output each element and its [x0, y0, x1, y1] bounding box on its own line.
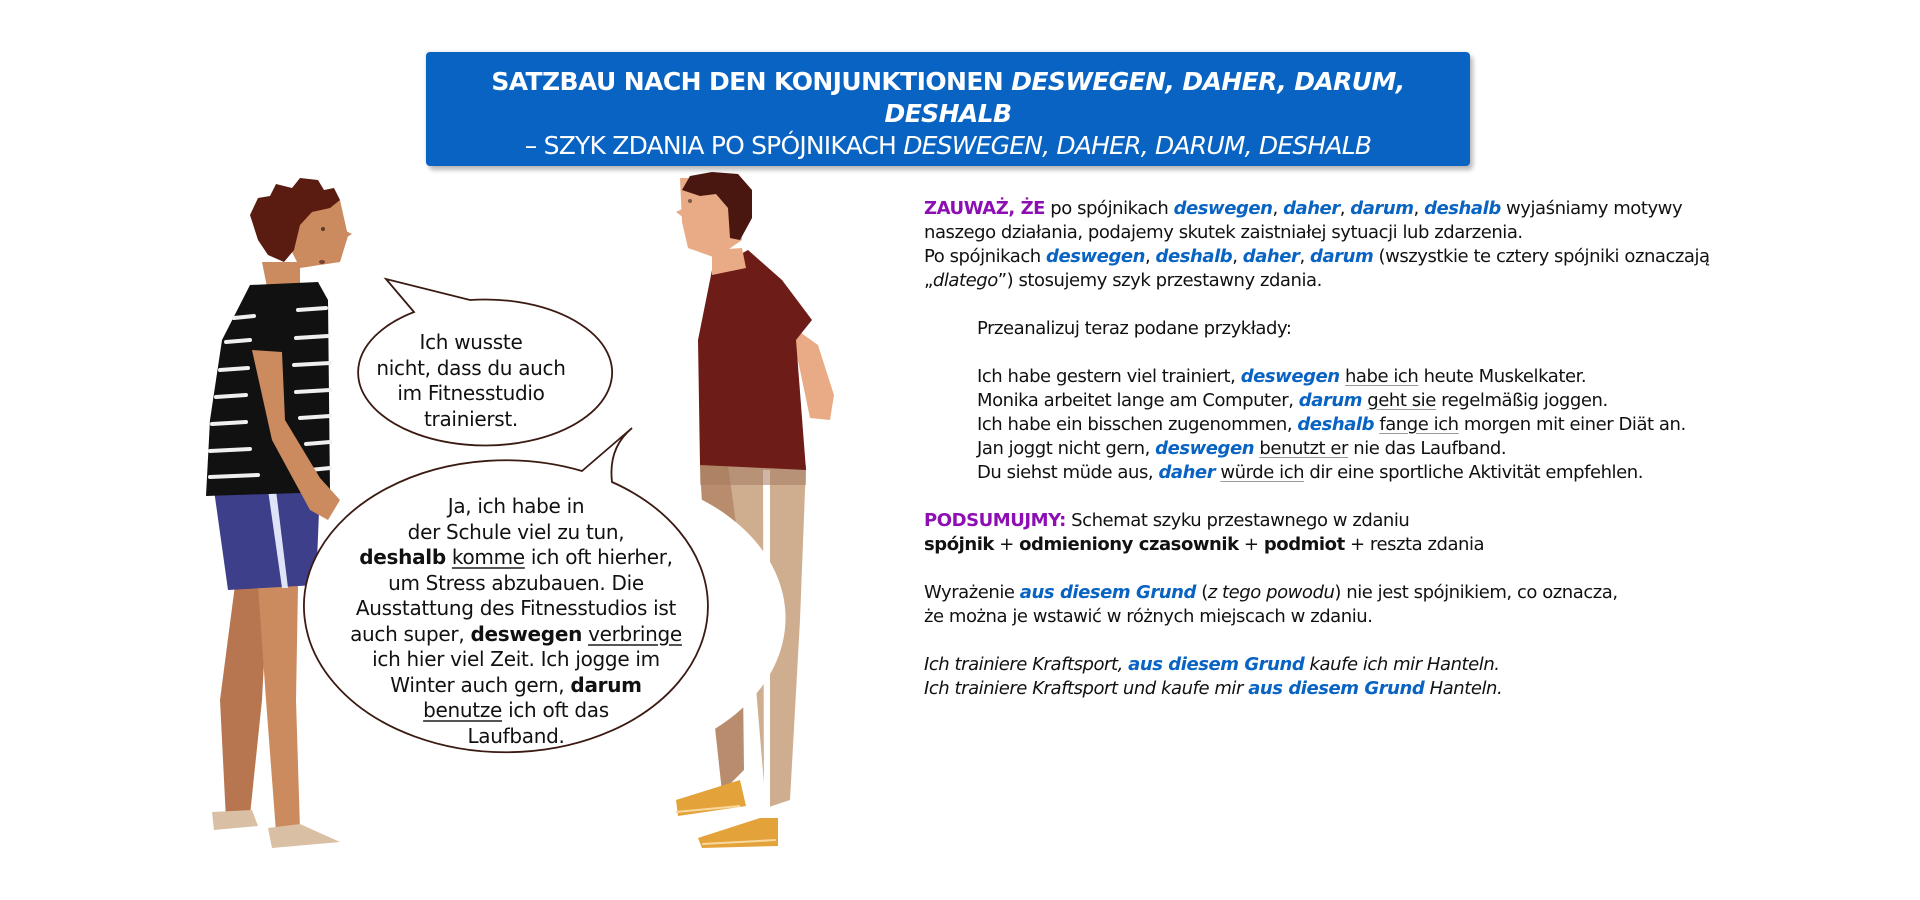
text: morgen mit einer Diät an.: [1458, 414, 1686, 435]
text: Winter auch gern,: [390, 672, 571, 697]
expression-example: [924, 653, 1744, 677]
text: Ich trainiere Kraftsport und kaufe mir: [924, 678, 1249, 699]
keyword: aus diesem Grund: [1248, 678, 1425, 699]
keyword: deshalb: [1155, 246, 1233, 267]
text: dir eine sportliche Aktivität empfehlen.: [1304, 462, 1643, 483]
expression-note: [924, 581, 1744, 605]
note-paragraph-2: [924, 245, 1744, 269]
plus: +: [993, 534, 1020, 555]
bubble-second-line: [318, 545, 714, 571]
sep: ,: [1232, 246, 1243, 267]
bubble-first-text: [345, 330, 597, 432]
bubble-second-line: ich hier viel Zeit. Ich jogge im: [372, 647, 660, 671]
quote: „: [924, 270, 933, 291]
keyword: darum: [1310, 246, 1374, 267]
example-sentence: [924, 389, 1744, 413]
keyword: deswegen: [1046, 246, 1145, 267]
formula-part: podmiot: [1263, 534, 1345, 555]
sep: ,: [1272, 198, 1284, 219]
bubble-first-line: nicht, dass du auch: [376, 355, 566, 380]
text: regelmäßig joggen.: [1435, 390, 1608, 411]
translation: z tego powodu: [1207, 582, 1335, 603]
spacer: [924, 629, 1744, 653]
example-sentence: [924, 413, 1744, 437]
spacer: [924, 293, 1744, 317]
note-paragraph-1-line-2: naszego działania, podajemy skutek zaistniałej sytuacji lub zdarzenia.: [924, 222, 1523, 243]
title-polish: [426, 130, 1470, 162]
text: Schemat szyku przestawnego w zdaniu: [1065, 510, 1410, 531]
sep: ,: [1413, 198, 1425, 219]
keyword: daher: [1242, 246, 1300, 267]
conjunction-deshalb: deshalb: [359, 545, 446, 569]
translation: dlatego: [932, 270, 998, 291]
text: Po spójnikach: [924, 246, 1047, 267]
conjunction-deswegen: deswegen: [470, 621, 583, 646]
text: Ich trainiere Kraftsport,: [924, 654, 1129, 675]
sep: ,: [1145, 246, 1156, 267]
bubble-second-line: [318, 673, 714, 699]
title-polish-conjunctions: DESWEGEN, DAHER, DARUM, DESHALB: [903, 131, 1372, 160]
text: po spójnikach: [1045, 198, 1174, 219]
verb-verbringe: verbringe: [588, 621, 682, 646]
keyword: deswegen: [1173, 198, 1273, 219]
bubble-second-line: Laufband.: [467, 723, 565, 748]
keyword: darum: [1350, 198, 1414, 219]
text: Ich habe ein bisschen zugenommen,: [977, 414, 1298, 435]
bubble-second-line: Ausstattung des Fitnesstudios ist: [355, 596, 677, 620]
verb-subject: geht sie: [1367, 390, 1436, 411]
text: Jan joggt nicht gern,: [977, 438, 1156, 459]
spacer: [924, 341, 1744, 365]
text: ) nie jest spójnikiem, co oznacza,: [1334, 582, 1618, 603]
keyword: daher: [1158, 462, 1216, 483]
text: ich oft das: [502, 698, 609, 722]
title-german: [426, 66, 1470, 130]
keyword: daher: [1283, 198, 1340, 219]
bubble-second-text: [318, 494, 714, 749]
text: nie das Laufband.: [1347, 438, 1507, 459]
text: (wszystkie te cztery spójniki oznaczają: [1373, 246, 1710, 267]
sep: ,: [1299, 246, 1311, 267]
bubble-second-line: der Schule viel zu tun,: [407, 519, 625, 544]
title-german-text: SATZBAU NACH DEN KONJUNKTIONEN: [491, 67, 1012, 96]
label-zauwaz: ZAUWAŻ, ŻE: [924, 198, 1046, 219]
bubble-first-line: im Fitnesstudio: [397, 381, 545, 405]
note-paragraph-2-line-2: [924, 269, 1744, 293]
keyword: deshalb: [1297, 414, 1375, 435]
text: ”) stosujemy szyk przestawny zdania.: [997, 270, 1322, 291]
example-sentence: [924, 437, 1744, 461]
expression-note-line-2: że można je wstawić w różnych miejscach w zdaniu.: [924, 606, 1373, 627]
text: Wyrażenie: [924, 582, 1020, 603]
text: Hanteln.: [1424, 678, 1503, 699]
sep: ,: [1339, 198, 1351, 219]
grammar-notes: [924, 197, 1744, 701]
bubble-second-line: [318, 698, 714, 724]
verb-komme: komme: [451, 545, 525, 569]
text: (: [1195, 582, 1208, 603]
bubble-second-line: [318, 622, 714, 648]
spacer: [924, 485, 1744, 509]
text: ich oft hierher,: [524, 545, 673, 569]
formula-part: spójnik: [924, 534, 994, 555]
example-sentence: [924, 461, 1744, 485]
expression-example: [924, 677, 1744, 701]
example-sentence: [924, 365, 1744, 389]
text: + reszta zdania: [1344, 534, 1485, 555]
summary-formula: [924, 533, 1744, 557]
plus: +: [1238, 534, 1264, 555]
note-paragraph-1: [924, 197, 1744, 221]
keyword: deswegen: [1155, 438, 1255, 459]
keyword: aus diesem Grund: [1019, 582, 1196, 603]
text: heute Muskelkater.: [1418, 366, 1587, 387]
formula-part: odmieniony czasownik: [1019, 534, 1239, 555]
text: Du siehst müde aus,: [977, 462, 1159, 483]
keyword: deshalb: [1424, 198, 1501, 219]
label-podsumujmy: PODSUMUJMY:: [924, 510, 1066, 531]
keyword: darum: [1298, 390, 1363, 411]
text: Ich habe gestern viel trainiert,: [977, 366, 1241, 387]
verb-subject: würde ich: [1220, 462, 1305, 483]
keyword: deswegen: [1240, 366, 1340, 387]
conjunction-darum: darum: [570, 672, 642, 697]
verb-subject: benutzt er: [1259, 438, 1348, 459]
bubble-second-line: um Stress abzubauen. Die: [388, 570, 644, 595]
title-polish-text: – SZYK ZDANIA PO SPÓJNIKACH: [524, 131, 904, 160]
text: wyjaśniamy motywy: [1500, 198, 1683, 219]
text: auch super,: [350, 621, 471, 646]
summary-heading: [924, 509, 1744, 533]
bubble-first-line: Ich wusste: [419, 330, 523, 354]
keyword: aus diesem Grund: [1128, 654, 1305, 675]
title-banner: [426, 52, 1470, 166]
verb-subject: fange ich: [1379, 414, 1459, 435]
bubble-first-line: trainierst.: [424, 406, 518, 431]
text: kaufe ich mir Hanteln.: [1304, 654, 1500, 675]
spacer: [924, 557, 1744, 581]
analyze-prompt: Przeanalizuj teraz podane przykłady:: [977, 318, 1292, 339]
verb-benutze: benutze: [423, 698, 503, 722]
verb-subject: habe ich: [1344, 366, 1419, 387]
bubble-second-line: Ja, ich habe in: [447, 494, 585, 518]
text: Monika arbeitet lange am Computer,: [977, 390, 1299, 411]
title-german-conjunctions: DESWEGEN, DAHER, DARUM, DESHALB: [884, 67, 1405, 128]
